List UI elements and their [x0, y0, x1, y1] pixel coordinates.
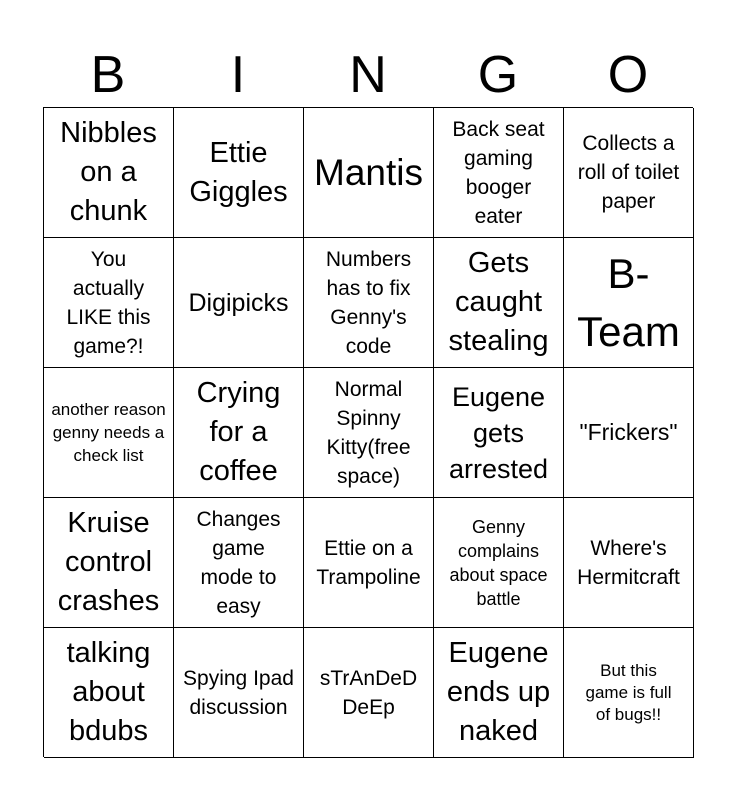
cell-text: Digipicks — [188, 288, 289, 317]
cell-text: Eugene gets arrested — [448, 381, 549, 484]
header-letter-g: G — [477, 46, 519, 104]
bingo-cell[interactable] — [564, 368, 694, 498]
cell-text: Nibbles on a chunk — [60, 117, 157, 227]
cell-text: Eugene ends up naked — [446, 637, 551, 747]
header-letter-n: N — [349, 46, 387, 104]
cell-text: Gets caught stealing — [448, 247, 549, 357]
bingo-cell[interactable] — [174, 368, 304, 498]
bingo-board — [43, 107, 693, 757]
header-letter-i: I — [230, 46, 246, 104]
cell-text: Ettie on a Trampoline — [316, 536, 421, 589]
cell-text: But this game is full of bugs!! — [585, 660, 672, 724]
bingo-cell[interactable] — [434, 498, 564, 628]
cell-text: Back seat gaming booger eater — [452, 117, 545, 228]
bingo-cell[interactable] — [564, 498, 694, 628]
bingo-header — [43, 42, 693, 108]
bingo-cell[interactable] — [434, 628, 564, 758]
bingo-cell[interactable] — [434, 238, 564, 368]
bingo-cell[interactable] — [174, 628, 304, 758]
header-letter-o: O — [607, 46, 649, 104]
bingo-cell[interactable] — [44, 498, 174, 628]
cell-text: Numbers has to fix Genny's code — [325, 247, 412, 358]
cell-text: "Frickers" — [579, 419, 678, 445]
cell-text: sTrAnDeD DeEp — [319, 666, 418, 719]
bingo-cell[interactable] — [564, 238, 694, 368]
cell-text: You actually LIKE this game?! — [66, 247, 151, 358]
cell-text: Changes game mode to easy — [196, 507, 281, 618]
cell-text: Collects a roll of toilet paper — [577, 132, 680, 213]
cell-text: Spying Ipad discussion — [183, 666, 294, 719]
header-letter-b: B — [90, 46, 126, 104]
bingo-cell[interactable] — [304, 368, 434, 498]
bingo-cell[interactable] — [304, 498, 434, 628]
cell-text: Genny complains about space battle — [449, 516, 548, 609]
cell-text: another reason genny needs a check list — [51, 400, 166, 465]
bingo-cell[interactable] — [434, 108, 564, 238]
bingo-cell[interactable] — [304, 238, 434, 368]
bingo-cell[interactable] — [44, 368, 174, 498]
bingo-cell[interactable] — [304, 108, 434, 238]
cell-text: Where's Hermitcraft — [577, 536, 680, 589]
bingo-cell[interactable] — [44, 108, 174, 238]
cell-text: talking about bdubs — [66, 637, 151, 747]
bingo-cell[interactable] — [174, 108, 304, 238]
cell-text: B-Team — [577, 249, 680, 355]
bingo-cell[interactable] — [174, 238, 304, 368]
cell-text: Mantis — [314, 151, 423, 193]
cell-text: Kruise control crashes — [57, 507, 160, 617]
bingo-cell[interactable] — [44, 238, 174, 368]
bingo-cell[interactable] — [564, 108, 694, 238]
bingo-cell[interactable] — [564, 628, 694, 758]
cell-text: Normal Spinny Kitty(free space) — [326, 377, 411, 488]
bingo-cell[interactable] — [174, 498, 304, 628]
bingo-cell[interactable] — [44, 628, 174, 758]
bingo-cell[interactable] — [434, 368, 564, 498]
cell-text: Ettie Giggles — [189, 136, 288, 208]
cell-text: Crying for a coffee — [196, 377, 281, 487]
bingo-cell[interactable] — [304, 628, 434, 758]
